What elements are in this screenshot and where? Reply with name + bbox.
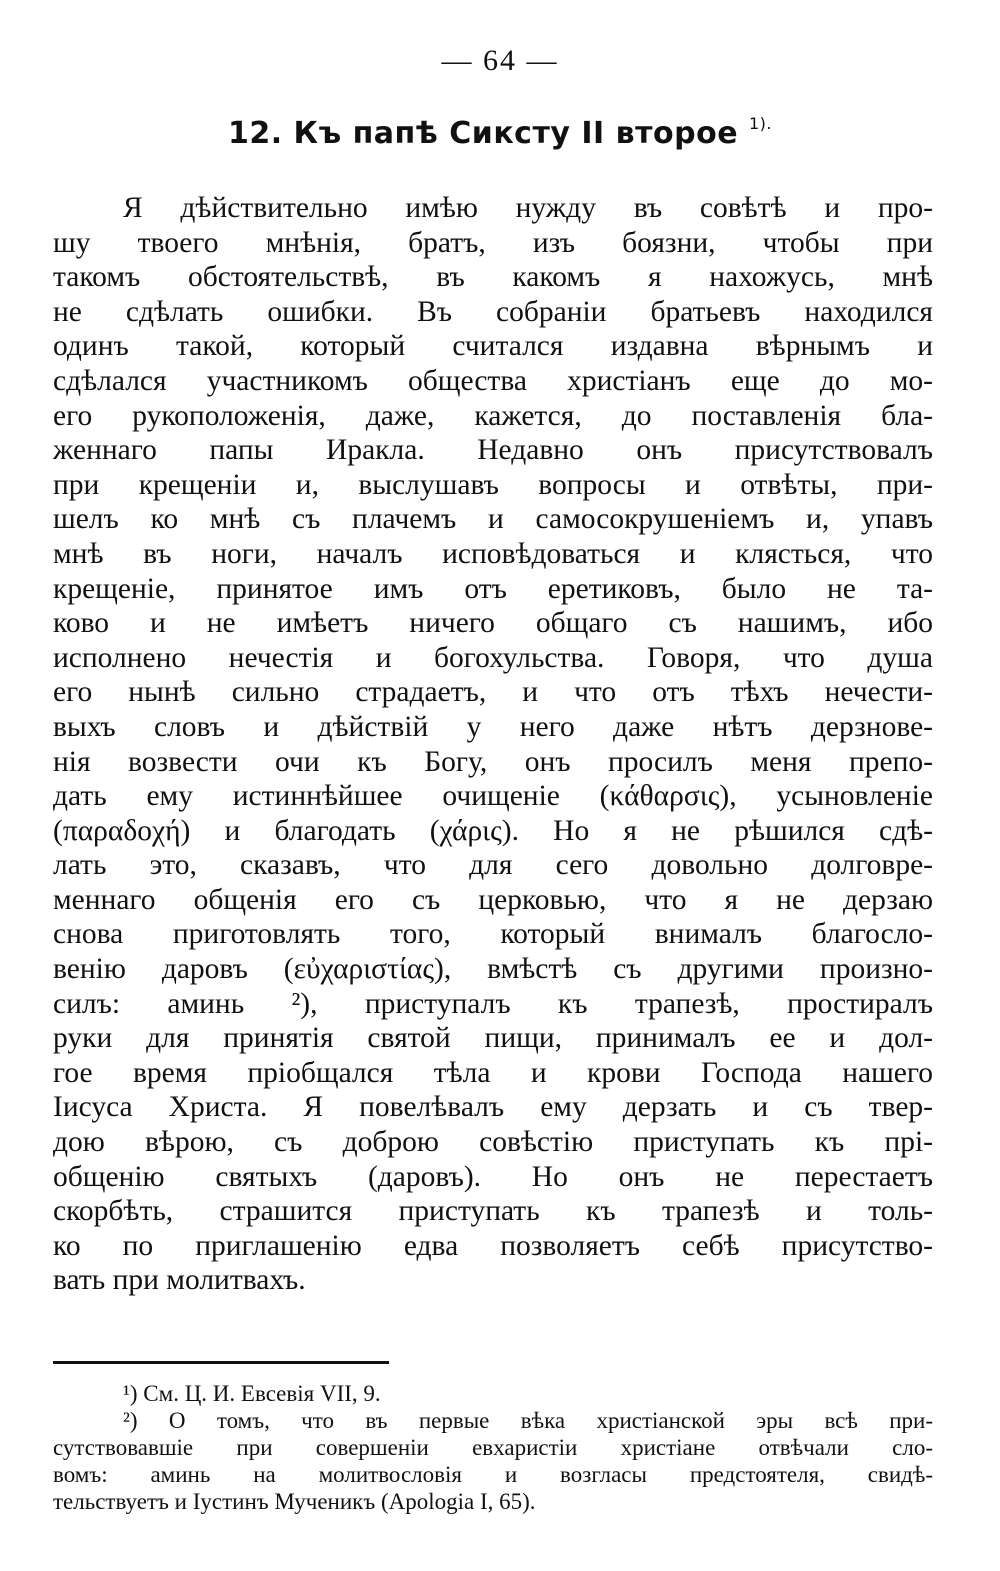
body-line: вать при молитвахъ. [53, 1264, 306, 1297]
body-line: скорбѣть, страшится приступать къ трапезѣ и толь- [53, 1195, 933, 1228]
body-line: шелъ ко мнѣ съ плачемъ и самосокрушеніемъ и, упавъ [53, 503, 933, 536]
page-number: — 64 — [441, 44, 559, 77]
body-line: исполнено нечестія и богохульства. Говоря, что душа [53, 641, 933, 674]
body-line: не сдѣлать ошибки. Въ собраніи братьевъ находился [53, 295, 933, 328]
body-line: гое время пріобщался тѣла и крови Господа нашего [53, 1056, 933, 1089]
title-footnote-marker: 1). [749, 114, 773, 133]
body-line: венію даровъ (εὐχαριστίας), вмѣстѣ съ другими произно- [53, 953, 933, 986]
body-line: дать ему истиннѣйшее очищеніе (κάθαρσις), усыновленіе [53, 780, 933, 813]
footnotes [53, 1380, 933, 1515]
body-text [53, 191, 933, 1298]
body-line: нія возвести очи къ Богу, онъ просилъ меня препо- [53, 745, 933, 778]
footnote-2-line: ²) О томъ, что въ первые вѣка христіанской эры всѣ при- [123, 1408, 933, 1433]
body-line: мнѣ въ ноги, началъ исповѣдоваться и клясться, что [53, 537, 933, 570]
body-line: шу твоего мнѣнія, братъ, изъ боязни, чтобы при [53, 226, 933, 259]
footnote-2-line: тельствуетъ и Іустинъ Мученикъ (Apologia I, 65). [53, 1489, 536, 1514]
body-line: женнаго папы Иракла. Недавно онъ присутствовалъ [53, 434, 933, 467]
body-line: крещеніе, принятое имъ отъ еретиковъ, было не та- [53, 572, 933, 605]
chapter-title [0, 116, 1000, 151]
body-line: ково и не имѣетъ ничего общаго съ нашимъ, ибо [53, 607, 933, 640]
body-line: его нынѣ сильно страдаетъ, и что отъ тѣхъ нечести- [53, 676, 933, 709]
body-line: при крещеніи и, выслушавъ вопросы и отвѣты, при- [53, 468, 933, 501]
footnote-1: ¹) См. Ц. И. Евсевія VII, 9. [123, 1381, 381, 1406]
body-line: (παραδοχή) и благодать (χάρις). Но я не рѣшился сдѣ- [53, 814, 933, 847]
body-line: лать это, сказавъ, что для сего довольно долговре- [53, 849, 933, 882]
body-line: руки для принятія святой пищи, принималъ ее и дол- [53, 1022, 933, 1055]
footnote-separator [53, 1361, 389, 1364]
body-line: Я дѣйствительно имѣю нужду въ совѣтѣ и про- [123, 192, 933, 224]
body-line: снова приготовлять того, который внималъ благосло- [53, 918, 933, 951]
body-line: одинъ такой, который считался издавна вѣрнымъ и [53, 330, 933, 363]
body-line: общенію святыхъ (даровъ). Но онъ не перестаетъ [53, 1160, 933, 1193]
chapter-title-text: 12. Къ папѣ Сиксту II второе [227, 116, 739, 151]
body-line: сдѣлался участникомъ общества христіанъ еще до мо- [53, 364, 933, 397]
body-line: ко по приглашенію едва позволяетъ себѣ присутство- [53, 1229, 933, 1262]
body-line: выхъ словъ и дѣйствій у него даже нѣтъ дерзнове- [53, 710, 933, 743]
footnote-2-line: сутствовавшіе при совершеніи евхаристіи христіане отвѣчали сло- [53, 1435, 933, 1460]
body-line: силъ: аминь ²), приступалъ къ трапезѣ, простиралъ [53, 987, 933, 1020]
body-line: дою вѣрою, съ доброю совѣстію приступать къ прі- [53, 1126, 933, 1159]
body-line: Іисуса Христа. Я повелѣвалъ ему дерзать и съ твер- [53, 1091, 933, 1124]
body-line: меннаго общенія его съ церковью, что я не дерзаю [53, 883, 933, 916]
body-line: его рукоположенія, даже, кажется, до поставленія бла- [53, 399, 933, 432]
footnote-2-line: вомъ: аминь на молитвословія и возгласы предстоятеля, свидѣ- [53, 1462, 933, 1487]
body-line: такомъ обстоятельствѣ, въ какомъ я нахожусь, мнѣ [53, 261, 933, 294]
